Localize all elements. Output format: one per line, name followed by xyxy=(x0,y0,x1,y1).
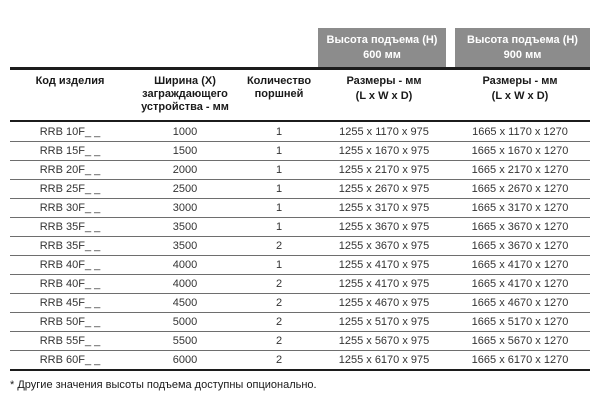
cell-product-code: RRB 10F_ _ xyxy=(39,125,101,138)
cell-piston-count: 1 xyxy=(275,221,283,233)
table-row xyxy=(10,198,590,217)
column-header-dimensions-900 xyxy=(450,75,590,114)
column-header-product-code xyxy=(10,75,130,114)
table-row xyxy=(10,274,590,293)
cell-dimensions-600: 1255 x 5170 x 975 xyxy=(338,316,430,328)
column-header-sublabel: (L x W x D) xyxy=(355,90,413,102)
cell-dimensions-600: 1255 x 2170 x 975 xyxy=(338,164,430,176)
column-header-dimensions-600 xyxy=(318,75,450,114)
cell-dimensions-900: 1665 x 5670 x 1270 xyxy=(471,335,569,347)
cell-product-code: RRB 35F_ _ xyxy=(39,240,101,252)
cell-product-code: RRB 50F_ _ xyxy=(39,316,101,328)
cell-dimensions-900: 1665 x 4170 x 1270 xyxy=(471,259,569,271)
cell-product-code: RRB 55F_ _ xyxy=(39,335,101,347)
cell-width: 1000 xyxy=(172,125,198,138)
cell-dimensions-600: 1255 x 1670 x 975 xyxy=(338,145,430,157)
column-header-sublabel: (L x W x D) xyxy=(491,90,549,102)
table-row xyxy=(10,160,590,179)
cell-product-code: RRB 15F_ _ xyxy=(39,145,101,157)
cell-piston-count: 2 xyxy=(275,240,283,252)
cell-dimensions-900: 1665 x 3670 x 1270 xyxy=(471,240,569,252)
band-header-lift-900 xyxy=(455,28,590,67)
column-header-label: Количество поршней xyxy=(246,75,312,100)
cell-dimensions-600: 1255 x 3170 x 975 xyxy=(338,202,430,214)
column-header-row xyxy=(10,70,590,122)
cell-product-code: RRB 30F_ _ xyxy=(39,202,101,214)
cell-width: 3500 xyxy=(172,240,198,252)
product-spec-table xyxy=(10,28,590,391)
table-row xyxy=(10,141,590,160)
column-header-width xyxy=(130,75,240,114)
cell-dimensions-900: 1665 x 2170 x 1270 xyxy=(471,164,569,176)
band-header-lift-600 xyxy=(318,28,446,67)
cell-piston-count: 1 xyxy=(275,125,283,138)
table-row xyxy=(10,350,590,369)
table-row xyxy=(10,255,590,274)
cell-product-code: RRB 20F_ _ xyxy=(39,164,101,176)
table-row xyxy=(10,236,590,255)
cell-width: 5000 xyxy=(172,316,198,328)
cell-dimensions-900: 1665 x 2670 x 1270 xyxy=(471,183,569,195)
table-row xyxy=(10,179,590,198)
table-row xyxy=(10,293,590,312)
cell-width: 4000 xyxy=(172,278,198,290)
cell-dimensions-600: 1255 x 2670 x 975 xyxy=(338,183,430,195)
cell-piston-count: 1 xyxy=(275,164,283,176)
table-row xyxy=(10,122,590,141)
cell-piston-count: 2 xyxy=(275,278,283,290)
cell-width: 5500 xyxy=(172,335,198,347)
cell-piston-count: 2 xyxy=(275,354,283,366)
band-600-title: Высота подъема (H) xyxy=(326,33,438,46)
cell-piston-count: 1 xyxy=(275,183,283,195)
column-header-label: Размеры - мм xyxy=(346,75,422,87)
cell-piston-count: 1 xyxy=(275,202,283,214)
cell-width: 1500 xyxy=(172,145,198,157)
cell-width: 6000 xyxy=(172,354,198,366)
cell-width: 3000 xyxy=(172,202,198,214)
cell-piston-count: 2 xyxy=(275,297,283,309)
cell-dimensions-600: 1255 x 4670 x 975 xyxy=(338,297,430,309)
table-row xyxy=(10,312,590,331)
cell-product-code: RRB 35F_ _ xyxy=(39,221,101,233)
cell-dimensions-600: 1255 x 6170 x 975 xyxy=(338,354,430,366)
band-600-value: 600 мм xyxy=(363,48,401,61)
column-header-piston-count xyxy=(240,75,318,114)
table-row xyxy=(10,217,590,236)
cell-product-code: RRB 25F_ _ xyxy=(39,183,101,195)
cell-dimensions-600: 1255 x 4170 x 975 xyxy=(338,259,430,271)
band-900-title: Высота подъема (H) xyxy=(467,33,578,46)
cell-product-code: RRB 40F_ _ xyxy=(39,259,101,271)
column-header-label: Размеры - мм xyxy=(482,75,558,87)
table-body xyxy=(10,122,590,371)
cell-dimensions-600: 1255 x 3670 x 975 xyxy=(338,221,430,233)
cell-dimensions-900: 1665 x 1170 x 1270 xyxy=(472,125,568,138)
cell-dimensions-600: 1255 x 1170 x 975 xyxy=(339,125,429,138)
cell-dimensions-900: 1665 x 6170 x 1270 xyxy=(471,354,569,366)
footnote: * Другие значения высоты подъема доступны опционально. xyxy=(10,379,317,391)
band-900-value: 900 мм xyxy=(503,48,542,61)
cell-product-code: RRB 60F_ _ xyxy=(39,354,101,366)
cell-dimensions-900: 1665 x 5170 x 1270 xyxy=(471,316,569,328)
cell-dimensions-900: 1665 x 3670 x 1270 xyxy=(471,221,569,233)
cell-width: 4000 xyxy=(172,259,198,271)
cell-dimensions-600: 1255 x 4170 x 975 xyxy=(338,278,430,290)
cell-width: 2500 xyxy=(172,183,198,195)
cell-width: 3500 xyxy=(172,221,198,233)
cell-dimensions-900: 1665 x 3170 x 1270 xyxy=(471,202,569,214)
cell-width: 4500 xyxy=(172,297,198,309)
cell-dimensions-600: 1255 x 3670 x 975 xyxy=(338,240,430,252)
table-row xyxy=(10,331,590,350)
column-header-label: Ширина (X) заграждающего устройства - мм xyxy=(141,75,229,113)
cell-product-code: RRB 45F_ _ xyxy=(39,297,101,309)
lift-height-band-row xyxy=(10,28,590,67)
cell-piston-count: 2 xyxy=(275,335,283,347)
cell-width: 2000 xyxy=(172,164,198,176)
cell-piston-count: 1 xyxy=(275,145,283,157)
column-header-label: Код изделия xyxy=(35,75,105,87)
cell-piston-count: 1 xyxy=(275,259,283,271)
cell-piston-count: 2 xyxy=(275,316,283,328)
cell-dimensions-600: 1255 x 5670 x 975 xyxy=(338,335,430,347)
cell-dimensions-900: 1665 x 1670 x 1270 xyxy=(471,145,569,157)
cell-dimensions-900: 1665 x 4670 x 1270 xyxy=(471,297,569,309)
cell-product-code: RRB 40F_ _ xyxy=(39,278,101,290)
cell-dimensions-900: 1665 x 4170 x 1270 xyxy=(471,278,569,290)
